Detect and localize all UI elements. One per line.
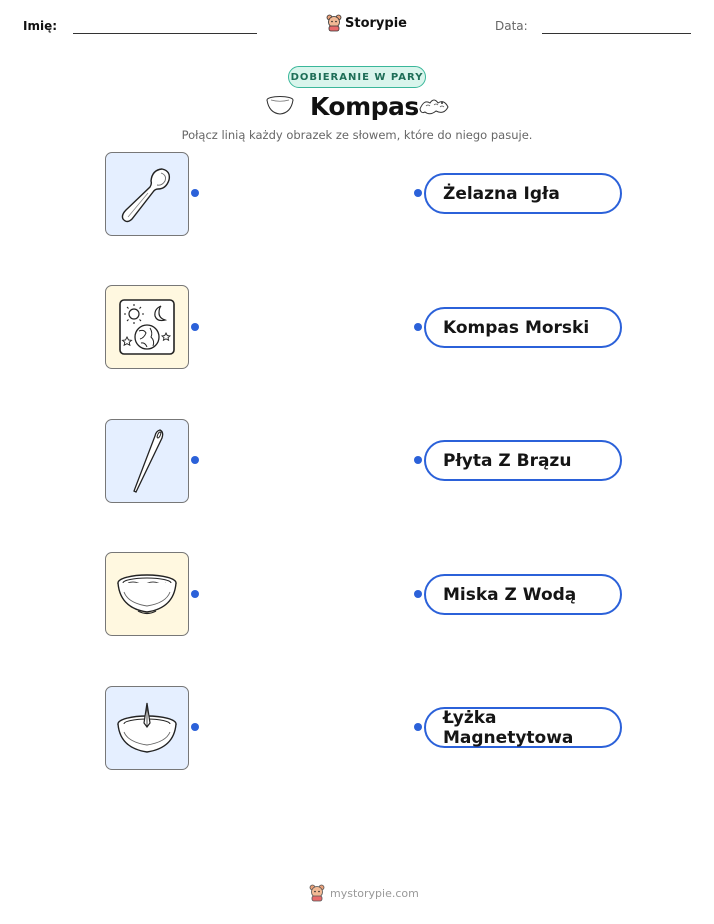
bowl-of-water-icon [114, 570, 180, 618]
spoon-icon [117, 161, 177, 227]
sea-creature-icon [418, 95, 450, 117]
name-label: Imię: [23, 19, 58, 33]
activity-badge: DOBIERANIE W PARY [288, 66, 426, 88]
word-connector-dot[interactable] [414, 323, 422, 331]
footer [309, 884, 419, 902]
word-connector-dot[interactable] [414, 456, 422, 464]
picture-card-day-night[interactable] [105, 285, 189, 369]
word-option[interactable]: Kompas Morski [424, 307, 622, 348]
bear-mascot-icon [326, 14, 342, 32]
picture-connector-dot[interactable] [191, 323, 199, 331]
date-label: Data: [495, 19, 528, 33]
day-night-earth-icon [117, 297, 177, 357]
word-connector-dot[interactable] [414, 723, 422, 731]
name-write-line[interactable] [73, 33, 257, 34]
page-title: Kompas [310, 92, 419, 121]
word-option[interactable]: Płyta Z Brązu [424, 440, 622, 481]
word-connector-dot[interactable] [414, 590, 422, 598]
picture-connector-dot[interactable] [191, 590, 199, 598]
word-option[interactable]: Żelazna Igła [424, 173, 622, 214]
picture-card-bowl-water[interactable] [105, 552, 189, 636]
footer-url: mystorypie.com [330, 886, 419, 900]
picture-connector-dot[interactable] [191, 189, 199, 197]
picture-card-needle[interactable] [105, 419, 189, 503]
bear-mascot-icon [309, 884, 325, 902]
brand-name: Storypie [345, 15, 407, 31]
picture-card-floating-compass[interactable] [105, 686, 189, 770]
picture-connector-dot[interactable] [191, 456, 199, 464]
needle-icon [127, 426, 167, 496]
word-option[interactable]: Łyżka Magnetytowa [424, 707, 622, 748]
floating-compass-bowl-icon [114, 700, 180, 756]
date-write-line[interactable] [542, 33, 691, 34]
picture-connector-dot[interactable] [191, 723, 199, 731]
word-option[interactable]: Miska Z Wodą [424, 574, 622, 615]
word-connector-dot[interactable] [414, 189, 422, 197]
bowl-icon [265, 94, 295, 116]
instructions: Połącz linią każdy obrazek ze słowem, które do niego pasuje. [181, 128, 533, 142]
picture-card-spoon[interactable] [105, 152, 189, 236]
storypie-logo [326, 13, 407, 33]
